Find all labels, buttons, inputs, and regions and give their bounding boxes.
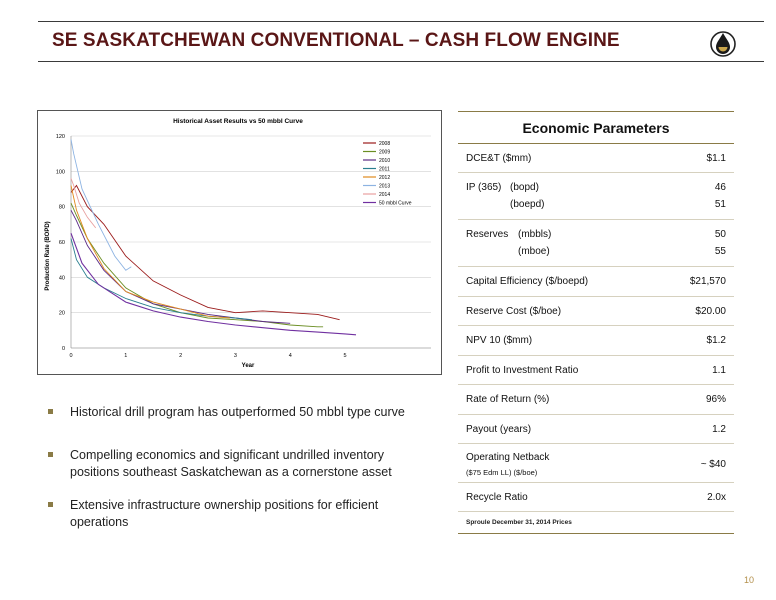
row-value: 2.0x: [707, 492, 726, 503]
oil-drop-logo-icon: [708, 28, 738, 58]
row-value: 1.2: [712, 424, 726, 435]
row-ip: [458, 172, 734, 219]
row-label: Operating Netback: [466, 452, 550, 463]
row-profit-investment: [458, 355, 734, 384]
chart-x-tick-label: 2: [179, 353, 183, 359]
chart-legend-label: 50 mbbl Curve: [379, 200, 412, 207]
bullet-list: [48, 404, 428, 531]
bullet-item: [48, 404, 428, 421]
row-operating-netback: [458, 443, 734, 482]
production-chart: [38, 111, 441, 374]
chart-series-line: [71, 210, 290, 323]
bullet-square-icon: [48, 409, 53, 414]
chart-panel: [37, 110, 442, 375]
table-heading: Economic Parameters: [522, 120, 670, 136]
chart-y-tick-label: 120: [55, 134, 65, 140]
row-sublabel: (boepd): [510, 199, 545, 210]
row-rate-of-return: [458, 384, 734, 414]
chart-legend-label: 2009: [379, 149, 391, 156]
row-label: Recycle Ratio: [466, 492, 528, 503]
chart-y-tick-label: 100: [55, 169, 65, 176]
row-value: $20.00: [695, 306, 726, 317]
row-label: Profit to Investment Ratio: [466, 365, 579, 376]
row-recycle-ratio: [458, 482, 734, 511]
row-value: $1.2: [706, 335, 726, 346]
chart-legend-label: 2014: [379, 192, 391, 198]
row-value: 46: [714, 182, 726, 193]
row-value: ~ $40: [700, 459, 726, 470]
row-sublabel: (mboe): [518, 246, 550, 257]
row-value: 50: [714, 229, 726, 240]
row-reserves: [458, 219, 734, 266]
bullet-text: Compelling economics and significant undrilled inventory positions southeast Saskatchewan as a cornerstone asset: [70, 448, 392, 479]
row-label: NPV 10 ($mm): [466, 335, 533, 346]
row-reserve-cost: [458, 296, 734, 325]
chart-legend-label: 2012: [379, 175, 391, 181]
table-bottom-rule: [458, 533, 734, 534]
row-value: 1.1: [712, 365, 726, 376]
chart-x-tick-label: 0: [69, 353, 73, 359]
bullet-text: Historical drill program has outperformed 50 mbbl type curve: [70, 405, 405, 419]
chart-x-axis-label: Year: [241, 363, 255, 369]
page-number: 10: [743, 575, 754, 585]
row-label: Capital Efficiency ($/boepd): [466, 276, 589, 287]
chart-legend-label: 2011: [379, 166, 390, 173]
row-value: $1.1: [706, 153, 726, 164]
chart-y-tick-label: 60: [58, 240, 65, 246]
economic-parameters-table: [458, 111, 734, 534]
row-dcet: [458, 144, 734, 172]
chart-series-line: [71, 203, 323, 327]
chart-y-tick-label: 20: [58, 310, 65, 317]
chart-series-line: [71, 186, 340, 320]
price-source-note: Sproule December 31, 2014 Prices: [458, 511, 734, 533]
row-sublabel: (bopd): [510, 182, 539, 193]
chart-x-tick-label: 3: [233, 353, 237, 359]
chart-title: Historical Asset Results vs 50 mbbl Curve: [173, 118, 303, 125]
row-label: IP (365): [466, 182, 502, 193]
top-rule: [38, 21, 764, 22]
row-payout: [458, 414, 734, 443]
chart-y-tick-label: 80: [58, 204, 65, 211]
page-title: SE SASKATCHEWAN CONVENTIONAL – CASH FLOW ENGINE: [52, 30, 620, 51]
bullet-square-icon: [48, 452, 53, 457]
title-rule: [38, 61, 764, 62]
row-value: 55: [714, 246, 726, 257]
bullet-square-icon: [48, 502, 53, 507]
row-label: Reserve Cost ($/boe): [466, 306, 562, 317]
row-label: Rate of Return (%): [466, 394, 550, 405]
chart-series-line: [71, 186, 230, 319]
bullet-text: Extensive infrastructure ownership positions for efficient operations: [70, 498, 379, 529]
row-label: DCE&T ($mm): [466, 153, 532, 164]
chart-x-tick-label: 5: [343, 353, 347, 359]
chart-series-line: [71, 233, 356, 335]
chart-y-axis-label: Production Rate (BOPD): [45, 221, 51, 291]
row-value: 51: [714, 199, 726, 210]
row-value: 96%: [705, 394, 726, 405]
chart-legend-label: 2008: [379, 141, 391, 147]
row-npv: [458, 325, 734, 355]
chart-x-tick-label: 1: [124, 353, 128, 359]
chart-legend-label: 2013: [379, 183, 391, 190]
chart-series-line: [71, 239, 252, 320]
row-value: $21,570: [689, 276, 726, 287]
bullet-item: [48, 497, 428, 531]
row-capital-efficiency: [458, 266, 734, 296]
chart-x-tick-label: 4: [288, 353, 292, 359]
bullet-item: [48, 447, 428, 481]
chart-legend-label: 2010: [379, 158, 391, 164]
row-sublabel: (mbbls): [518, 229, 552, 240]
row-label: Reserves: [466, 229, 509, 240]
row-label: Payout (years): [466, 424, 532, 435]
row-sublabel: ($75 Edm LL) ($/boe): [466, 468, 538, 477]
chart-y-tick-label: 0: [61, 346, 65, 352]
chart-y-tick-label: 40: [58, 275, 65, 282]
